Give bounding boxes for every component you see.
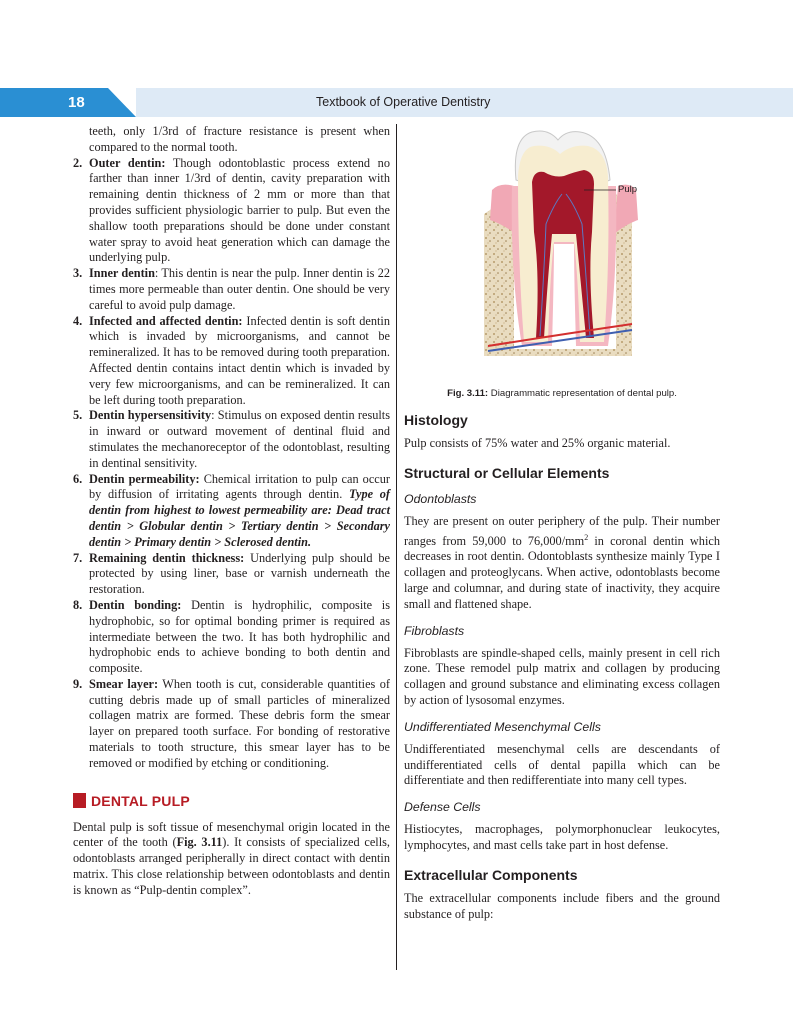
item-term: Remaining dentin thickness: — [89, 550, 245, 565]
figure-label: Fig. 3.11: — [447, 388, 489, 399]
item-term: Inner dentin — [89, 266, 155, 281]
list-item — [73, 598, 390, 677]
page-number: 18 — [0, 88, 108, 117]
section-title: DENTAL PULP — [91, 792, 190, 809]
heading-defense-cells: Defense Cells — [404, 800, 481, 815]
caption-text: Diagrammatic representation of dental pulp. — [488, 388, 677, 399]
item-number: 9. — [73, 676, 83, 691]
paragraph-text: ). It consists of specialized cells, odontoblasts arranged peripherally in direct contact with dentin matrix. This close relationship between odontoblasts and dentin is known as “Pulp-dentin complex”. — [73, 835, 390, 897]
dentin-list — [73, 156, 390, 772]
item-term: Outer dentin: — [89, 155, 166, 170]
left-column — [73, 124, 390, 899]
paragraph-text: in coronal dentin which decreases in root dentin. Odontoblasts synthesize mainly Type I collagen and proteoglycans. When active, odontoblasts become large and columnar, and during state of inactivity, they acquire small and flattened shape. — [404, 533, 720, 611]
item-term: Smear layer: — [89, 676, 159, 691]
undifferentiated-cells-text: Undifferentiated mesenchymal cells are descendants of undifferentiated cells of dental papilla which can be differentiate and then redifferentiate into many cell types. — [404, 741, 720, 788]
item-text: Chemical irritation to pulp can occur by diffusion of irritating agents through dentin. — [89, 471, 390, 502]
item-number: 8. — [73, 597, 83, 612]
heading-extracellular-components: Extracellular Components — [404, 866, 578, 883]
superscript: 2 — [584, 532, 589, 542]
item-number: 4. — [73, 313, 83, 328]
permeability-emphasis: Type of dentin from highest to lowest permeability are: Dead tract dentin > Globular dentin > Tertiary dentin > Secondary dentin > Primary dentin > Sclerosed dentin. — [89, 487, 391, 549]
item-number: 3. — [73, 266, 83, 281]
heading-histology: Histology — [404, 412, 468, 428]
list-item — [73, 314, 390, 409]
paragraph-text: Dental pulp is soft tissue of mesenchymal origin located in the center of the tooth ( — [73, 819, 390, 850]
item-number: 2. — [73, 155, 83, 170]
section-heading-dental-pulp — [73, 793, 390, 809]
item-term: Dentin hypersensitivity — [89, 408, 212, 423]
item-term: Dentin permeability: — [89, 471, 200, 486]
list-item — [73, 156, 390, 267]
item-text: : Stimulus on exposed dentin results in inward or outward movement of dentinal fluid and stimulates the mechanoreceptor of the odontoblast, resulting in dentinal sensitivity. — [89, 408, 390, 470]
item-number: 7. — [73, 550, 83, 565]
fibroblasts-text: Fibroblasts are spindle-shaped cells, mainly present in cell rich zone. These remodel pulp matrix and collagen by producing collagen and ground substance and eliminating excess collagen by action of lysosomal enzymes. — [404, 645, 720, 708]
figure-caption — [404, 388, 720, 399]
heading-fibroblasts: Fibroblasts — [404, 623, 465, 638]
column-divider — [396, 124, 397, 970]
extracellular-text: The extracellular components include fibers and the ground substance of pulp: — [404, 890, 720, 921]
heading-structural-elements: Structural or Cellular Elements — [404, 464, 610, 481]
heading-undifferentiated-cells: Undifferentiated Mesenchymal Cells — [404, 719, 601, 734]
list-item — [73, 266, 390, 313]
tooth-figure — [404, 124, 720, 386]
item-number: 6. — [73, 471, 83, 486]
item-text: Underlying pulp should be protected by using liner, base or varnish underneath the restoration. — [89, 550, 390, 597]
item-text: Though odontoblastic process extend no farther than inner 1/3rd of dentin, cavity preparation with remaining dentin thickness of 2 mm or more than that provides sufficient physiologic barrier to pulp. But even the shallow tooth preparations should be done under constant water spray to avoid heat generation which can damage the underlying pulp. — [89, 155, 390, 265]
running-title: Textbook of Operative Dentistry — [316, 95, 491, 109]
figure-reference: Fig. 3.11 — [176, 835, 223, 850]
page-header — [0, 88, 793, 117]
item-text: : This dentin is near the pulp. Inner dentin is 22 times more permeable than outer dentin. One should be very careful to avoid pulp damage. — [89, 266, 390, 312]
paragraph-text: They are present on outer periphery of the pulp. Their number ranges from 59,000 to 76,000/mm — [404, 513, 720, 548]
odontoblasts-text — [404, 514, 720, 613]
tooth-diagram — [404, 124, 720, 364]
heading-odontoblasts: Odontoblasts — [404, 491, 477, 506]
section-marker-icon — [73, 793, 86, 808]
item-number: 5. — [73, 408, 83, 423]
item-text: When tooth is cut, considerable quantities of cutting debris made up of small particles of mineralized collagen matrix are formed. These debris form the smear layer on prepared tooth surface. For bonding of restorative materials to tooth structure, this smear layer has to be removed or modified by etching or conditioning. — [89, 676, 390, 770]
right-column — [404, 124, 720, 924]
item-text: Dentin is hydrophilic, composite is hydrophobic, so for optimal bonding primer is required as intermediate between the two. It has both hydrophilic and hydrophobic ends to achieve bonding to both dentin and composite. — [89, 597, 390, 676]
header-corner — [108, 88, 136, 117]
continued-paragraph: teeth, only 1/3rd of fracture resistance is present when compared to the normal tooth. — [89, 124, 390, 154]
list-item — [73, 551, 390, 598]
defense-cells-text: Histiocytes, macrophages, polymorphonuclear leukocytes, lymphocytes, and mast cells take part in host defense. — [404, 822, 720, 853]
dental-pulp-paragraph — [73, 820, 390, 899]
list-item — [73, 677, 390, 772]
item-term: Dentin bonding: — [89, 597, 182, 612]
pulp-label: Pulp — [618, 184, 638, 195]
item-text: Infected dentin is soft dentin which is invaded by microorganisms, and cannot be remineralized. It has to be removed during tooth preparation. Affected dentin contains intact dentin which is invaded by very few microorganisms, and can be remineralized. It can be left during tooth preparation. — [89, 313, 390, 407]
list-item — [73, 472, 390, 551]
list-item — [73, 408, 390, 471]
item-term: Infected and affected dentin: — [89, 313, 243, 328]
histology-text: Pulp consists of 75% water and 25% organic material. — [404, 436, 671, 450]
